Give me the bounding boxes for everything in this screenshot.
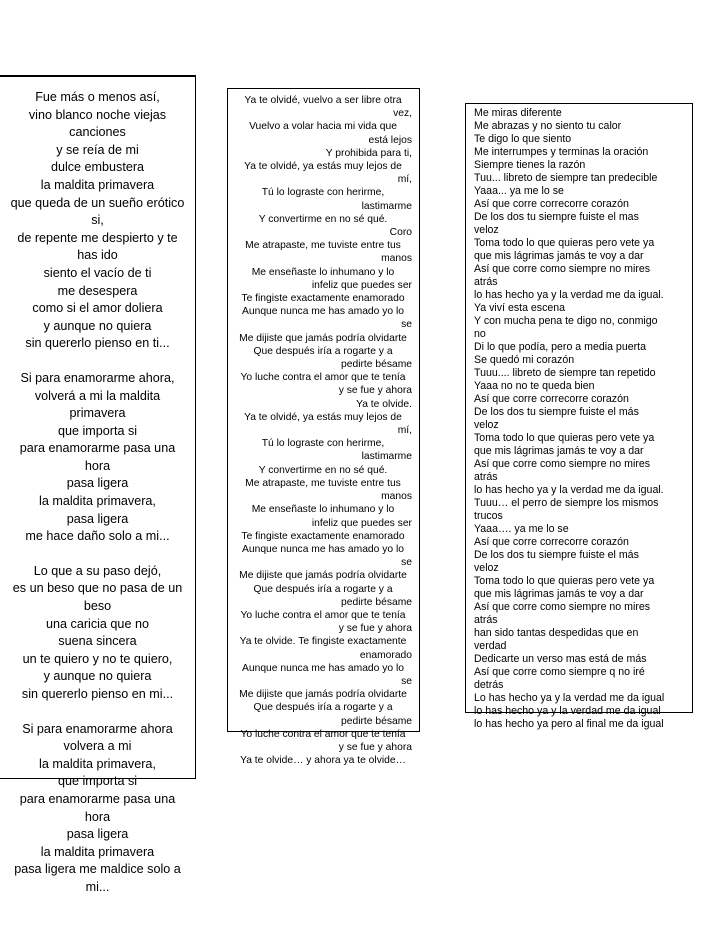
lyric-line: Y con mucha pena te digo no, conmigo xyxy=(474,315,658,327)
lyric-line: manos xyxy=(381,253,412,265)
lyric-line: Te digo lo que siento xyxy=(474,133,572,145)
lyric-line: Te fingiste exactamente enamorado xyxy=(241,293,405,305)
lyric-line: Tú lo lograste con herirme, xyxy=(261,438,385,450)
lyrics-text-2 xyxy=(228,89,419,767)
lyric-line: Fue más o menos así, xyxy=(35,90,160,104)
lyric-line: Ya viví esta escena xyxy=(474,302,566,314)
lyric-line: infeliz que puedes ser xyxy=(311,517,412,529)
lyric-line: se xyxy=(401,319,412,331)
lyric-line: no xyxy=(474,328,486,340)
lyric-line: Me dijiste que jamás podría olvidarte xyxy=(239,332,407,344)
lyric-line: dulce embustera xyxy=(50,160,145,175)
lyric-line: Así que corre como siempre q no iré xyxy=(474,666,645,678)
lyric-line: que importa si xyxy=(57,774,138,789)
lyric-line: como si el amor doliera xyxy=(32,301,163,316)
lyric-line: vez, xyxy=(393,108,412,120)
lyric-line: que importa si xyxy=(57,423,138,438)
lyric-line: Así que corre como siempre no mires xyxy=(474,263,651,275)
lyric-line: Toma todo lo que quieras pero vete ya xyxy=(474,575,655,587)
lyric-line: Me atrapaste, me tuviste entre tus xyxy=(245,240,401,252)
lyric-line: pedirte bésame xyxy=(341,715,412,727)
lyrics-text-1 xyxy=(0,77,195,897)
lyric-line: Aunque nunca me has amado yo lo xyxy=(242,543,404,555)
lyric-line: Así que corre correcorre corazón xyxy=(474,393,629,405)
lyric-line: se xyxy=(401,557,412,569)
lyric-line: De los dos tu siempre fuiste el más xyxy=(474,549,639,561)
lyric-line: volverá a mi la maldita xyxy=(34,388,161,403)
lyric-line: Yo luche contra el amor que te tenía xyxy=(240,609,406,621)
lyric-line: pasa ligera xyxy=(66,827,129,842)
lyric-line: pasa ligera xyxy=(66,511,129,526)
lyric-line: Ya te olvidé, ya estás muy lejos de xyxy=(244,161,402,173)
lyric-line: verdad xyxy=(474,640,507,652)
lyric-line: sin quererlo pienso en mi... xyxy=(21,687,174,701)
lyric-line: Yaaa... ya me lo se xyxy=(474,185,564,197)
lyric-line: Así que corre como siempre no mires xyxy=(474,601,651,613)
lyric-line: Si para enamorarme ahora, xyxy=(20,370,175,385)
lyric-line: la maldita primavera xyxy=(40,844,155,859)
lyric-line: me hace daño solo a mi... xyxy=(25,529,170,544)
lyric-line: veloz xyxy=(474,419,499,431)
lyric-line: vino blanco noche viejas xyxy=(28,107,167,122)
lyric-line: y aunque no quiera xyxy=(43,318,152,333)
lyric-line: atrás xyxy=(474,276,498,288)
lyric-line: Lo que a su paso dejó, xyxy=(33,563,162,578)
lyric-line: detrás xyxy=(474,679,504,691)
lyric-line: para enamorarme pasa una xyxy=(19,441,176,456)
lyric-line: Yo luche contra el amor que te tenía xyxy=(240,372,406,384)
lyrics-text-3 xyxy=(466,104,692,731)
lyrics-column-2 xyxy=(227,88,420,767)
lyrics-column-3 xyxy=(465,103,693,730)
lyric-line: Y convertirme en no sé qué. xyxy=(258,213,388,225)
lyric-line: Y prohibida para ti, xyxy=(325,147,412,159)
lyric-line: Ya te olvidé, vuelvo a ser libre otra xyxy=(244,95,402,106)
lyric-line: manos xyxy=(381,491,412,503)
lyric-line: hora xyxy=(84,809,111,824)
lyric-line: Ya te olvide. xyxy=(356,398,412,410)
lyric-line: y se fue y ahora xyxy=(338,741,412,753)
lyric-line: que queda de un sueño erótico xyxy=(10,195,185,210)
lyric-line: Tuuu.... libreto de siempre tan repetido xyxy=(474,367,656,379)
lyric-line: trucos xyxy=(474,510,503,522)
lyric-line: veloz xyxy=(474,224,499,236)
lyric-line: de repente me despierto y te xyxy=(17,230,178,245)
lyric-line: De los dos tu siempre fuiste el mas xyxy=(474,211,639,223)
lyric-line: Me interrumpes y terminas la oración xyxy=(474,146,649,158)
stanza xyxy=(4,563,191,704)
lyric-line: Me dijiste que jamás podría olvidarte xyxy=(239,689,407,701)
lyric-line: Coro xyxy=(389,227,412,239)
stanza xyxy=(4,370,191,546)
lyric-line: sin quererlo pienso en ti... xyxy=(25,336,170,351)
lyric-line: Y convertirme en no sé qué. xyxy=(258,464,388,476)
stanza xyxy=(4,89,191,353)
lyric-line: Así que corre correcorre corazón xyxy=(474,198,629,210)
lyric-line: De los dos tu siempre fuiste el más xyxy=(474,406,639,418)
lyric-line: Así que corre correcorre corazón xyxy=(474,536,629,548)
lyric-line: Lo has hecho ya y la verdad me da igual xyxy=(474,692,665,704)
lyric-line: has ido xyxy=(77,248,118,263)
lyric-line: mí, xyxy=(397,425,412,437)
lyric-line: Te fingiste exactamente enamorado xyxy=(241,530,405,542)
lyric-line: enamorado xyxy=(359,649,412,661)
lyric-line: Tuuu… el perro de siempre los mismos xyxy=(474,497,659,509)
lyric-line: una caricia que no xyxy=(46,616,149,631)
lyric-line: Ya te olvide. Te fingiste exactamente xyxy=(239,636,407,648)
lyric-line: Yaaa no no te queda bien xyxy=(474,380,595,392)
lyric-line: Siempre tienes la razón xyxy=(474,159,586,171)
lyric-line: Me enseñaste lo inhumano y lo xyxy=(251,504,395,516)
lyric-line: veloz xyxy=(474,562,499,574)
lyric-line: Me dijiste que jamás podría olvidarte xyxy=(239,570,407,582)
lyric-line: lo has hecho ya y la verdad me da igual xyxy=(474,705,661,717)
lyric-line: hora xyxy=(84,458,111,473)
lyric-line: y se fue y ahora xyxy=(338,385,412,397)
lyric-line: Que después iría a rogarte y a xyxy=(253,702,393,714)
lyric-line: que mis lágrimas jamás te voy a dar xyxy=(474,250,644,262)
lyric-line: lo has hecho ya y la verdad me da igual. xyxy=(474,289,664,301)
lyric-line: Vuelvo a volar hacia mi vida que xyxy=(249,121,397,133)
lyric-line: Yo luche contra el amor que te tenía xyxy=(240,728,406,740)
lyric-line: Tú lo lograste con herirme, xyxy=(261,187,385,199)
lyric-line: pasa ligera xyxy=(66,476,129,491)
lyric-line: y se reía de mi xyxy=(56,142,139,157)
lyric-line: Me miras diferente xyxy=(474,107,562,119)
lyric-line: pedirte bésame xyxy=(341,359,412,371)
lyric-line: volvera a mi xyxy=(63,739,132,754)
lyric-line: que mis lágrimas jamás te voy a dar xyxy=(474,588,644,600)
lyric-line: Me atrapaste, me tuviste entre tus xyxy=(245,477,401,489)
lyric-line: Aunque nunca me has amado yo lo xyxy=(242,662,404,674)
lyric-line: la maldita primavera xyxy=(40,177,155,192)
lyrics-column-1 xyxy=(0,75,196,894)
lyric-line: me desespera xyxy=(57,283,138,298)
lyric-line: Que después iría a rogarte y a xyxy=(253,583,393,595)
lyric-line: lastimarme xyxy=(361,451,412,463)
lyric-line: Toma todo lo que quieras pero vete ya xyxy=(474,432,655,444)
lyric-line: la maldita primavera, xyxy=(39,756,156,771)
lyric-line: han sido tantas despedidas que en xyxy=(474,627,639,639)
lyric-line: Tuu... libreto de siempre tan predecible xyxy=(474,172,658,184)
lyric-line: Si para enamorarme ahora xyxy=(22,721,173,736)
lyric-line: pedirte bésame xyxy=(341,596,412,608)
lyric-line: siento el vacío de ti xyxy=(43,265,152,280)
lyric-line: lastimarme xyxy=(361,200,412,212)
lyric-line: la maldita primavera, xyxy=(39,494,156,509)
lyric-line: canciones xyxy=(69,125,126,140)
lyric-line: mí, xyxy=(397,174,412,186)
lyric-line: Dedicarte un verso mas está de más xyxy=(474,653,647,665)
lyric-line: se xyxy=(401,675,412,687)
lyric-line: Yaaa…. ya me lo se xyxy=(474,523,569,535)
lyric-line: Ya te olvidé, ya estás muy lejos de xyxy=(244,411,402,423)
lyric-line: para enamorarme pasa una xyxy=(19,791,176,806)
lyric-line: primavera xyxy=(69,406,126,421)
lyric-line: está lejos xyxy=(368,134,412,146)
lyric-line: lo has hecho ya pero al final me da igual xyxy=(474,718,664,730)
lyric-line: Toma todo lo que quieras pero vete ya xyxy=(474,237,655,249)
lyric-line: y aunque no quiera xyxy=(43,669,152,684)
lyric-line: Ya te olvide… y ahora ya te olvide… xyxy=(240,755,406,767)
lyric-line: Me enseñaste lo inhumano y lo xyxy=(251,266,395,278)
lyric-line: y se fue y ahora xyxy=(338,623,412,635)
lyric-line: beso xyxy=(83,599,112,614)
lyric-line: infeliz que puedes ser xyxy=(311,279,412,291)
stanza xyxy=(4,721,191,897)
lyric-line: Aunque nunca me has amado yo lo xyxy=(242,306,404,318)
lyric-line: mi... xyxy=(85,879,110,894)
lyric-line: atrás xyxy=(474,614,498,626)
lyric-line: es un beso que no pasa de un xyxy=(12,581,183,596)
lyric-line: Se quedó mi corazón xyxy=(474,354,575,366)
lyric-line: lo has hecho ya y la verdad me da igual. xyxy=(474,484,664,496)
lyric-line: pasa ligera me maldice solo a xyxy=(14,862,181,877)
lyric-line: Di lo que podía, pero a media puerta xyxy=(474,341,646,353)
lyric-line: Me abrazas y no siento tu calor xyxy=(474,120,622,132)
lyric-line: que mis lágrimas jamás te voy a dar xyxy=(474,445,644,457)
lyric-line: Que después iría a rogarte y a xyxy=(253,345,393,357)
lyric-line: suena sincera xyxy=(58,634,137,649)
lyric-line: Así que corre como siempre no mires xyxy=(474,458,651,470)
lyric-line: si, xyxy=(91,213,104,228)
lyric-line: atrás xyxy=(474,471,498,483)
lyric-line: un te quiero y no te quiero, xyxy=(22,651,173,666)
